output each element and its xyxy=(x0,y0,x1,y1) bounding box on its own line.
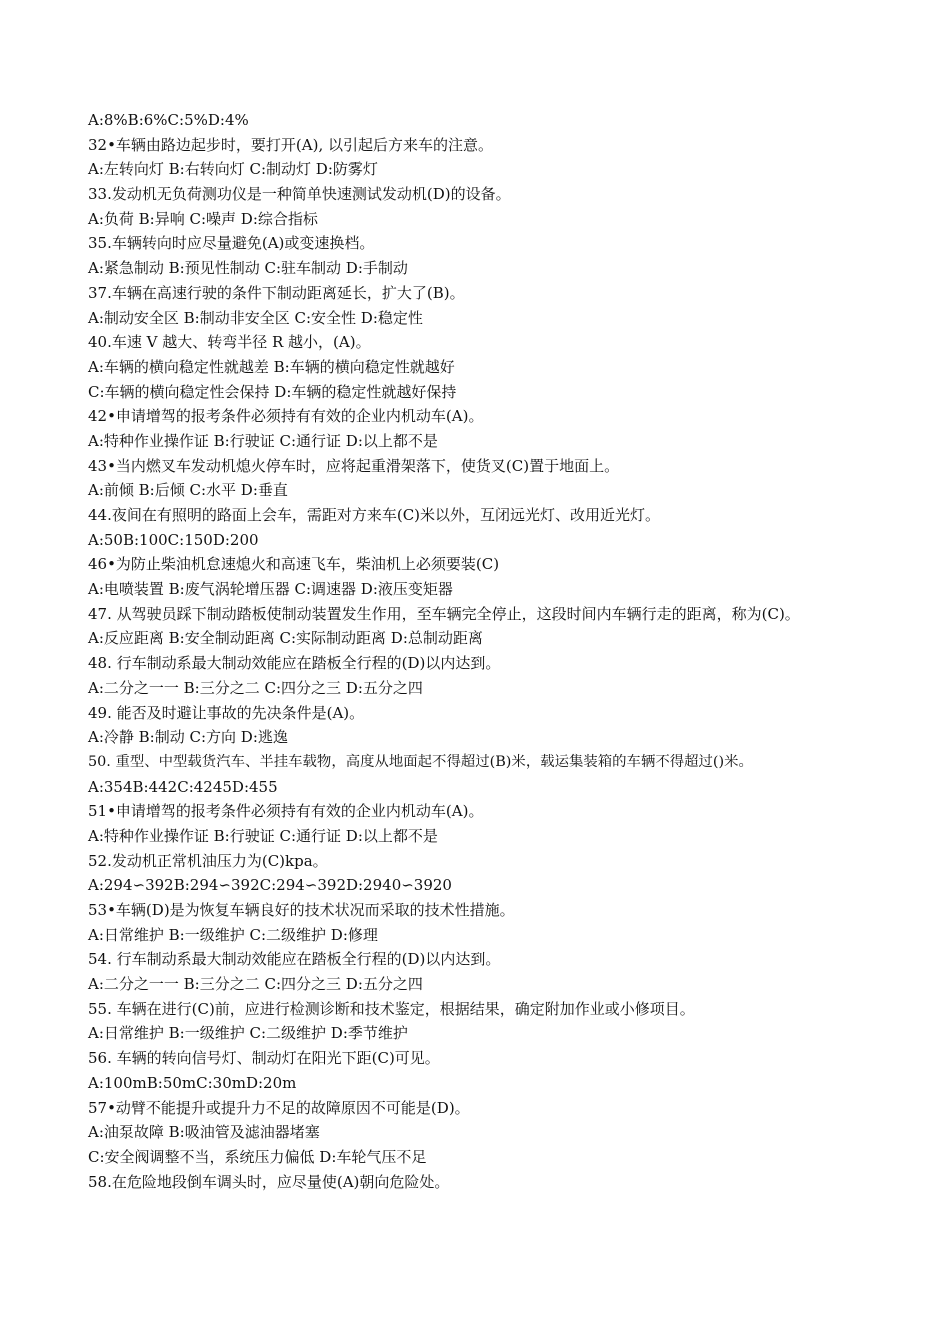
question-44: 44.夜间在有照明的路面上会车，需距对方来车(C)米以外，互闭远光灯、改用近光灯。 xyxy=(88,506,661,524)
question-46: 46•为防止柴油机怠速熄火和高速飞车，柴油机上必须要装(C) xyxy=(88,555,500,574)
question-56: 56. 车辆的转向信号灯、制动灯在阳光下距(C)可见。 xyxy=(88,1049,440,1068)
question-57: 57•动臂不能提升或提升力不足的故障原因不可能是(D)。 xyxy=(88,1098,470,1117)
answer-options: A:8%B:6%C:5%D:4% xyxy=(88,111,249,129)
answer-options: A:紧急制动 B:预见性制动 C:驻车制动 D:手制动 xyxy=(88,259,408,278)
answer-options: A:100mB:50mC:30mD:20m xyxy=(88,1073,297,1092)
question-54: 54. 行车制动系最大制动效能应在踏板全行程的(D)以内达到。 xyxy=(88,950,501,969)
answer-options: A:特种作业操作证 B:行驶证 C:通行证 D:以上都不是 xyxy=(88,826,438,845)
answer-options: A:日常维护 B:一级维护 C:二级维护 D:修理 xyxy=(88,925,378,944)
answer-options: A:294∽392B:294∽392C:294∽392D:2940∽3920 xyxy=(88,876,452,895)
question-33: 33.发动机无负荷测功仪是一种简单快速测试发动机(D)的设备。 xyxy=(88,185,511,204)
document-body xyxy=(88,108,860,1194)
answer-options: A:反应距离 B:安全制动距离 C:实际制动距离 D:总制动距离 xyxy=(88,629,483,648)
answer-options: A:制动安全区 B:制动非安全区 C:安全性 D:稳定性 xyxy=(88,308,423,327)
answer-options: A:二分之一一 B:三分之二 C:四分之三 D:五分之四 xyxy=(88,678,423,697)
question-40: 40.车速 V 越大、转弯半径 R 越小，(A)。 xyxy=(88,333,371,352)
question-42: 42•申请增驾的报考条件必须持有有效的企业内机动车(A)。 xyxy=(88,407,484,426)
question-49: 49. 能否及时避让事故的先决条件是(A)。 xyxy=(88,703,365,722)
answer-options: A:左转向灯 B:右转向灯 C:制动灯 D:防雾灯 xyxy=(88,160,378,179)
answer-options: A:车辆的横向稳定性就越差 B:车辆的横向稳定性就越好 xyxy=(88,357,455,376)
answer-options: C:车辆的横向稳定性会保持 D:车辆的稳定性就越好保持 xyxy=(88,382,457,401)
question-58: 58.在危险地段倒车调头时，应尽量使(A)朝向危险处。 xyxy=(88,1172,450,1191)
answer-options: A:二分之一一 B:三分之二 C:四分之三 D:五分之四 xyxy=(88,975,423,994)
question-52: 52.发动机正常机油压力为(C)kpa。 xyxy=(88,851,328,870)
answer-options: A:50B:100C:150D:200 xyxy=(88,530,259,549)
question-51: 51•申请增驾的报考条件必须持有有效的企业内机动车(A)。 xyxy=(88,802,484,821)
answer-options: A:冷静 B:制动 C:方向 D:逃逸 xyxy=(88,728,288,747)
answer-options: A:油泵故障 B:吸油管及滤油器堵塞 xyxy=(88,1123,320,1142)
answer-options: A:电喷装置 B:废气涡轮增压器 C:调速器 D:液压变矩器 xyxy=(88,580,453,599)
question-48: 48. 行车制动系最大制动效能应在踏板全行程的(D)以内达到。 xyxy=(88,654,501,673)
answer-options: A:负荷 B:异响 C:噪声 D:综合指标 xyxy=(88,209,318,228)
answer-options: A:特种作业操作证 B:行驶证 C:通行证 D:以上都不是 xyxy=(88,431,438,450)
answer-options: C:安全阀调整不当，系统压力偏低 D:车轮气压不足 xyxy=(88,1147,427,1166)
question-47: 47. 从驾驶员踩下制动踏板使制动装置发生作用，至车辆完全停止，这段时间内车辆行走的距离，称为(C)。 xyxy=(88,604,800,623)
question-43: 43•当内燃叉车发动机熄火停车时，应将起重滑架落下，使货叉(C)置于地面上。 xyxy=(88,456,620,475)
question-32: 32•车辆由路边起步时，要打开(A), 以引起后方来车的注意。 xyxy=(88,135,494,154)
answer-options: A:日常维护 B:一级维护 C:二级维护 D:季节维护 xyxy=(88,1024,408,1043)
answer-options: A:354B:442C:4245D:455 xyxy=(88,777,278,796)
question-35: 35.车辆转向时应尽量避免(A)或变速换档。 xyxy=(88,234,375,253)
question-55: 55. 车辆在进行(C)前，应进行检测诊断和技术鉴定，根据结果，确定附加作业或小修项目。 xyxy=(88,999,695,1018)
question-53: 53•车辆(D)是为恢复车辆良好的技术状况而采取的技术性措施。 xyxy=(88,901,515,920)
question-37: 37.车辆在高速行驶的条件下制动距离延长，扩大了(B)。 xyxy=(88,283,465,302)
answer-options: A:前倾 B:后倾 C:水平 D:垂直 xyxy=(88,481,288,500)
question-50: 50. 重型、中型载货汽车、半挂车载物，高度从地面起不得超过(B)米，载运集装箱的车辆不得超过()米。 xyxy=(88,753,753,770)
